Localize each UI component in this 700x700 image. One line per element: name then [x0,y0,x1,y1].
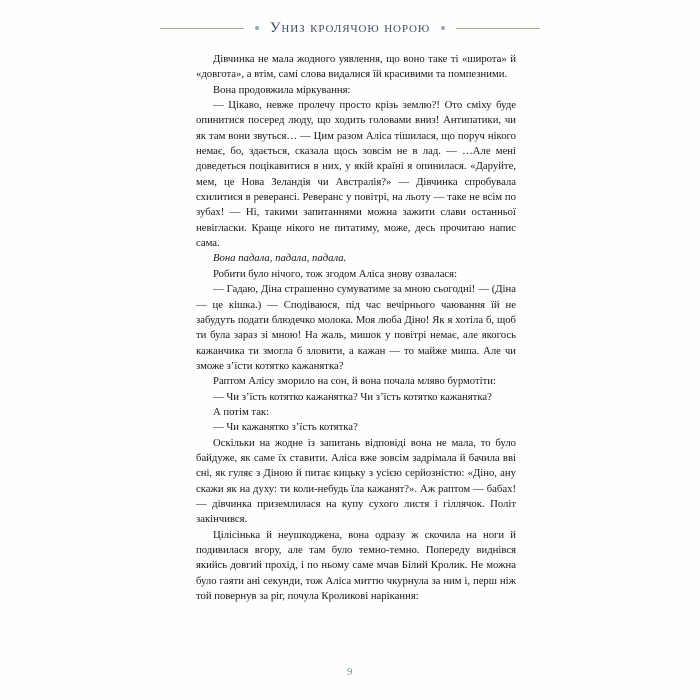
paragraph: — Цікаво, невже пролечу просто крізь землю?! Ото сміху буде опинитися посеред люду, що ходить головами вниз! Антипатики, чи як там вони звуться… — Цим разом Аліса тішилася, що поруч нікого немає, бо, здається, сказала щось зовсім не в лад. — …Але мені доведеться поцікавитися в них, у якій країні я опинилася. «Даруйте, мем, це Нова Зеландія чи Австралія?» — Дівчинка спробувала схилитися в реверансі. Реверанс у повітрі, на льоту — таке не всім по зубах! — Ні, такими запитаннями можна зажити слави останньої невігласки. Краще нікого не питатиму, може, десь прочитаю напис сама. [196,99,516,250]
paragraph: А потім так: [213,405,270,418]
body-text [196,52,516,604]
paragraph: Робити було нічого, тож згодом Аліса знову озвалася: [213,267,458,280]
paragraph: Цілісінька й неушкоджена, вона одразу ж скочила на ноги й подивилася вгору, але там було темно-темно. Попереду виднівся якийсь довгий прохід, і по ньому саме мчав Білий Кролик. Не можна було гаяти ані секунди, тож Аліса миттю чкурнула за ним і, перш ніж той повернув за ріг, почула Кроликові нарікання: [196,528,516,603]
chapter-title: Униз кролячою норою [269,19,431,36]
paragraph: — Чи кажанятко з’їсть котятка? [213,421,358,434]
bullet-dot-icon-left [255,26,259,30]
paragraph-italic: Вона падала, падала, падала. [213,252,347,265]
paragraph: — Чи з’їсть котятко кажанятка? Чи з’їсть котятко кажанятка? [213,390,492,403]
paragraph: — Гадаю, Діна страшенно сумуватиме за мною сьогодні! — (Діна — це кішка.) — Сподіваюся, під час вечірнього чаювання їй не забудуть подати блюдечко молока. Моя люба Діно! Як я хотіла б, щоб ти була зараз зі мною! На жаль, мишок у повітрі немає, але якогось кажанчика ти змогла б зловити, а кажан — то майже миша. Але чи зможе з’їсти котятко кажанятка? [196,283,516,372]
running-head [0,17,700,39]
paragraph: Вона продовжила міркування: [213,83,351,96]
paragraph: Дівчинка не мала жодного уявлення, що воно таке ті «широта» й «довгота», а втім, самі слова видалися їй красивими та помпезними. [196,53,516,81]
paragraph: Раптом Алісу зморило на сон, й вона почала мляво бурмотіти: [213,375,496,388]
running-head-rule-right [456,28,540,29]
page-number: 9 [347,666,353,678]
bullet-dot-icon-right [441,26,445,30]
paragraph: Оскільки на жодне із запитань відповіді вона не мала, то було байдуже, як саме їх ставити. Аліса вже зовсім задрімала й бачила вві сні, як гуляє з Діною й питає кицьку з усією серйозністю: «Діно, ану скажи як на духу: ти коли-небудь їла кажанят?». Аж раптом — бабах! — дівчинка приземлилася на купу сухого листя і гіллячок. Політ закінчився. [196,436,516,526]
running-head-rule-left [160,28,244,29]
